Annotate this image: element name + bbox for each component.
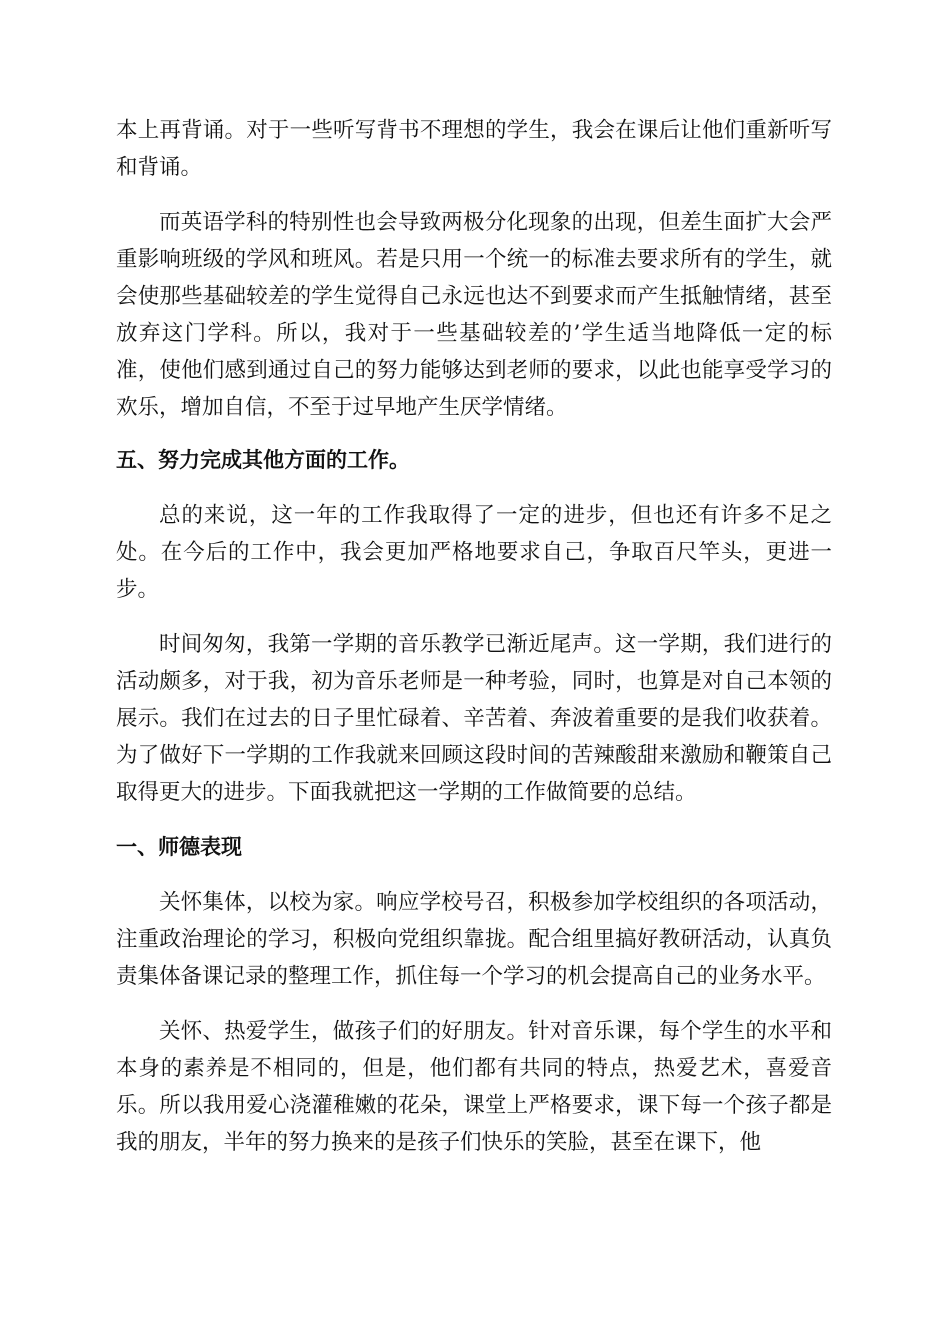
paragraph-students: 关怀、热爱学生，做孩子们的好朋友。针对音乐课，每个学生的水平和本身的素养是不相同的，但是，他们都有共同的特点，热爱艺术，喜爱音乐。所以我用爱心浇灌稚嫩的花朵，课堂上严格要求，课下每一个孩子都是我的朋友，半年的努力换来的是孩子们快乐的笑脸，甚至在课下，他	[116, 1019, 832, 1155]
paragraph-music-intro: 时间匆匆，我第一学期的音乐教学已渐近尾声。这一学期，我们进行的活动颇多，对于我，初为音乐老师是一种考验，同时，也算是对自己本领的展示。我们在过去的日子里忙碌着、辛苦着、奔波着重要的是我们收获着。为了做好下一学期的工作我就来回顾这段时间的苦辣酸甜来激励和鞭策自己取得更大的进步。下面我就把这一学期的工作做简要的总结。	[116, 632, 832, 805]
paragraph-summary: 总的来说，这一年的工作我取得了一定的进步，但也还有许多不足之处。在今后的工作中，我会更加严格地要求自己，争取百尺竿头，更进一步。	[116, 503, 832, 602]
paragraph-collective: 关怀集体，以校为家。响应学校号召，积极参加学校组织的各项活动，注重政治理论的学习，积极向党组织靠拢。配合组里搞好教研活动，认真负责集体备课记录的整理工作，抓住每一个学习的机会提高自己的业务水平。	[116, 890, 832, 989]
section-heading-one: 一、师德表现	[116, 835, 242, 859]
document-page	[116, 112, 832, 1179]
paragraph-english-polarization: 而英语学科的特别性也会导致两极分化现象的出现，但差生面扩大会严重影响班级的学风和班风。若是只用一个统一的标准去要求所有的学生，就会使那些基础较差的学生觉得自己永远也达不到要求而产生抵触情绪，甚至放弃这门学科。所以，我对于一些基础较差的’学生适当地降低一定的标准，使他们感到通过自己的努力能够达到老师的要求，以此也能享受学习的欢乐，增加自信，不至于过早地产生厌学情绪。	[116, 210, 832, 420]
paragraph-continued: 本上再背诵。对于一些听写背书不理想的学生，我会在课后让他们重新听写和背诵。	[116, 118, 832, 180]
section-heading-five: 五、努力完成其他方面的工作。	[116, 448, 410, 472]
